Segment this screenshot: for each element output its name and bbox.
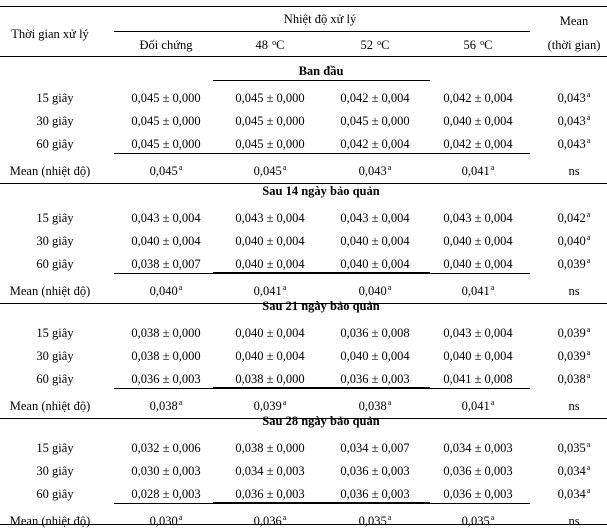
significance-letter: a xyxy=(490,398,495,407)
significance-letter: a xyxy=(282,163,287,172)
table-cell: 0,038 ± 0,000 xyxy=(235,372,305,386)
value-text: 0,041 xyxy=(253,284,282,298)
row-time-label: 60 giây xyxy=(36,372,74,386)
top-rule xyxy=(0,6,607,7)
significance-letter: a xyxy=(586,486,591,495)
mean-temperature-value xyxy=(462,515,495,528)
table-cell: 0,045 ± 0,000 xyxy=(340,114,410,128)
row-mean-value xyxy=(558,327,591,340)
table-cell: 0,043 ± 0,004 xyxy=(443,211,513,225)
mean-temperature-label: Mean (nhiệt độ) xyxy=(9,164,91,178)
row-time-label: 30 giây xyxy=(36,114,74,128)
col-header-48: 48 $^o$C xyxy=(255,38,285,52)
table-cell: 0,043 ± 0,004 xyxy=(340,211,410,225)
header-bottom-rule xyxy=(0,56,607,57)
significance-letter: a xyxy=(282,283,287,292)
significance-letter: a xyxy=(282,398,287,407)
mean-temperature-value xyxy=(359,285,392,298)
value-text: 0,039 xyxy=(253,399,282,413)
mean-temperature-value xyxy=(462,285,495,298)
significance-letter: a xyxy=(387,398,392,407)
value-text: 0,038 xyxy=(358,399,387,413)
value-text: 0,038 xyxy=(557,372,586,386)
row-group-rule xyxy=(114,503,530,504)
significance-letter: a xyxy=(490,513,495,522)
table-cell: 0,045 ± 0,000 xyxy=(235,91,305,105)
table-cell: 0,042 ± 0,004 xyxy=(443,137,513,151)
row-time-label: 15 giây xyxy=(36,211,74,225)
mean-temperature-value xyxy=(254,515,287,528)
row-mean-value xyxy=(558,115,591,128)
significance-letter: a xyxy=(586,463,591,472)
table-cell: 0,034 ± 0,003 xyxy=(235,464,305,478)
row-mean-value xyxy=(558,350,591,363)
table-cell: 0,034 ± 0,007 xyxy=(340,441,410,455)
row-time-label: 60 giây xyxy=(36,257,74,271)
value-text: 0,040 xyxy=(149,284,178,298)
table-cell: 0,038 ± 0,000 xyxy=(131,349,201,363)
section-title: Sau 14 ngày bảo quản xyxy=(262,184,380,198)
table-cell: 0,038 ± 0,000 xyxy=(131,326,201,340)
row-time-label: 60 giây xyxy=(36,137,74,151)
significance-letter: a xyxy=(387,163,392,172)
table-cell: 0,030 ± 0,003 xyxy=(131,464,201,478)
table-cell: 0,040 ± 0,004 xyxy=(340,234,410,248)
row-time-label: 30 giây xyxy=(36,464,74,478)
table-cell: 0,042 ± 0,004 xyxy=(340,137,410,151)
table-cell: 0,040 ± 0,004 xyxy=(340,349,410,363)
section-title: Sau 21 ngày bảo quản xyxy=(262,299,380,313)
table-cell: 0,036 ± 0,003 xyxy=(340,372,410,386)
value-text: 0,039 xyxy=(557,257,586,271)
value-text: 0,040 xyxy=(557,234,586,248)
mean-temperature-value xyxy=(254,400,287,413)
value-text: 0,045 xyxy=(253,164,282,178)
table-cell: 0,042 ± 0,004 xyxy=(340,91,410,105)
row-time-label: 15 giây xyxy=(36,91,74,105)
mean-time-header-line2: (thời gian) xyxy=(547,38,601,52)
value-text: 0,034 xyxy=(557,464,586,478)
significance-letter: a xyxy=(586,348,591,357)
value-text: 0,035 xyxy=(461,514,490,528)
table-cell: 0,043 ± 0,004 xyxy=(443,326,513,340)
table-cell: 0,036 ± 0,003 xyxy=(340,487,410,501)
significance-letter: a xyxy=(586,113,591,122)
mean-temperature-value xyxy=(150,400,183,413)
table-cell: 0,045 ± 0,000 xyxy=(131,91,201,105)
row-mean-value xyxy=(558,488,591,501)
value-text: 0,041 xyxy=(461,284,490,298)
significance-letter: a xyxy=(586,136,591,145)
mean-temperature-value xyxy=(462,400,495,413)
table-cell: 0,040 ± 0,004 xyxy=(235,349,305,363)
table-cell: 0,038 ± 0,007 xyxy=(131,257,201,271)
table-cell: 0,034 ± 0,003 xyxy=(443,441,513,455)
mean-temperature-value xyxy=(359,165,392,178)
mean-temperature-label: Mean (nhiệt độ) xyxy=(9,514,91,528)
section-title: Ban đầu xyxy=(298,64,344,78)
table-cell: 0,040 ± 0,004 xyxy=(443,257,513,271)
table-cell: 0,045 ± 0,000 xyxy=(131,114,201,128)
significance-letter: a xyxy=(387,283,392,292)
significance-letter: a xyxy=(586,256,591,265)
mean-overall-ns: ns xyxy=(568,514,580,528)
value-text: 0,042 xyxy=(557,211,586,225)
value-text: 0,034 xyxy=(557,487,586,501)
significance-letter: a xyxy=(387,513,392,522)
value-text: 0,040 xyxy=(358,284,387,298)
significance-letter: a xyxy=(586,325,591,334)
mean-temperature-value xyxy=(359,515,392,528)
significance-letter: a xyxy=(586,440,591,449)
significance-letter: a xyxy=(178,163,183,172)
row-group-rule xyxy=(114,273,530,274)
row-group-rule xyxy=(114,388,530,389)
value-text: 0,039 xyxy=(557,349,586,363)
table-cell: 0,036 ± 0,008 xyxy=(340,326,410,340)
table-cell: 0,036 ± 0,003 xyxy=(443,487,513,501)
significance-letter: a xyxy=(178,283,183,292)
value-text: 0,045 xyxy=(149,164,178,178)
significance-letter: a xyxy=(282,513,287,522)
row-mean-value xyxy=(558,235,591,248)
significance-letter: a xyxy=(586,371,591,380)
value-text: 0,035 xyxy=(358,514,387,528)
col-header-56: 56 $^o$C xyxy=(463,38,493,52)
significance-letter: a xyxy=(178,398,183,407)
row-time-label: 15 giây xyxy=(36,326,74,340)
mean-temperature-value xyxy=(359,400,392,413)
table-cell: 0,040 ± 0,004 xyxy=(131,234,201,248)
mean-overall-ns: ns xyxy=(568,399,580,413)
value-text: 0,043 xyxy=(358,164,387,178)
mean-temperature-value xyxy=(150,285,183,298)
row-time-label: 30 giây xyxy=(36,234,74,248)
mean-temperature-value xyxy=(462,165,495,178)
table-cell: 0,036 ± 0,003 xyxy=(443,464,513,478)
significance-letter: a xyxy=(178,513,183,522)
value-text: 0,043 xyxy=(557,91,586,105)
table-cell: 0,040 ± 0,004 xyxy=(235,234,305,248)
col-header-control: Đối chứng xyxy=(139,38,193,52)
mean-temperature-label: Mean (nhiệt độ) xyxy=(9,284,91,298)
table-cell: 0,036 ± 0,003 xyxy=(131,372,201,386)
table-cell: 0,042 ± 0,004 xyxy=(443,91,513,105)
mean-overall-ns: ns xyxy=(568,164,580,178)
table-cell: 0,045 ± 0,000 xyxy=(131,137,201,151)
col-header-52: 52 $^o$C xyxy=(360,38,390,52)
row-mean-value xyxy=(558,373,591,386)
value-text: 0,041 xyxy=(461,399,490,413)
value-text: 0,043 xyxy=(557,137,586,151)
table-cell: 0,045 ± 0,000 xyxy=(235,114,305,128)
temperature-group-header: Nhiệt độ xử lý xyxy=(283,12,357,26)
section-title-rule xyxy=(213,80,430,81)
row-time-label: 30 giây xyxy=(36,349,74,363)
row-mean-value xyxy=(558,258,591,271)
row-group-rule xyxy=(114,153,530,154)
significance-letter: a xyxy=(490,163,495,172)
group-header-rule xyxy=(114,31,530,32)
mean-temperature-value xyxy=(150,515,183,528)
row-time-label: 15 giây xyxy=(36,441,74,455)
row-mean-value xyxy=(558,465,591,478)
table-cell: 0,038 ± 0,000 xyxy=(235,441,305,455)
row-mean-value xyxy=(558,212,591,225)
significance-letter: a xyxy=(586,90,591,99)
value-text: 0,039 xyxy=(557,326,586,340)
section-title: Sau 28 ngày bảo quản xyxy=(262,414,380,428)
value-text: 0,038 xyxy=(149,399,178,413)
mean-temperature-label: Mean (nhiệt độ) xyxy=(9,399,91,413)
table-cell: 0,036 ± 0,003 xyxy=(340,464,410,478)
mean-time-header-line1: Mean xyxy=(559,14,589,28)
value-text: 0,030 xyxy=(149,514,178,528)
table-cell: 0,032 ± 0,006 xyxy=(131,441,201,455)
time-col-header: Thời gian xử lý xyxy=(11,27,89,41)
bottom-rule xyxy=(0,524,607,525)
row-mean-value xyxy=(558,442,591,455)
value-text: 0,043 xyxy=(557,114,586,128)
table-cell: 0,040 ± 0,004 xyxy=(235,257,305,271)
value-text: 0,041 xyxy=(461,164,490,178)
table-cell: 0,040 ± 0,004 xyxy=(340,257,410,271)
row-time-label: 60 giây xyxy=(36,487,74,501)
row-mean-value xyxy=(558,92,591,105)
mean-overall-ns: ns xyxy=(568,284,580,298)
table-cell: 0,040 ± 0,004 xyxy=(443,114,513,128)
table-cell: 0,043 ± 0,004 xyxy=(235,211,305,225)
significance-letter: a xyxy=(586,210,591,219)
table-cell: 0,045 ± 0,000 xyxy=(235,137,305,151)
mean-temperature-value xyxy=(150,165,183,178)
table-cell: 0,043 ± 0,004 xyxy=(131,211,201,225)
table-cell: 0,041 ± 0,008 xyxy=(443,372,513,386)
value-text: 0,035 xyxy=(557,441,586,455)
significance-letter: a xyxy=(586,233,591,242)
table-cell: 0,040 ± 0,004 xyxy=(235,326,305,340)
value-text: 0,036 xyxy=(253,514,282,528)
table-cell: 0,036 ± 0,003 xyxy=(235,487,305,501)
table-cell: 0,040 ± 0,004 xyxy=(443,234,513,248)
table-cell: 0,040 ± 0,004 xyxy=(443,349,513,363)
table-cell: 0,028 ± 0,003 xyxy=(131,487,201,501)
mean-temperature-value xyxy=(254,165,287,178)
significance-letter: a xyxy=(490,283,495,292)
row-mean-value xyxy=(558,138,591,151)
mean-temperature-value xyxy=(254,285,287,298)
